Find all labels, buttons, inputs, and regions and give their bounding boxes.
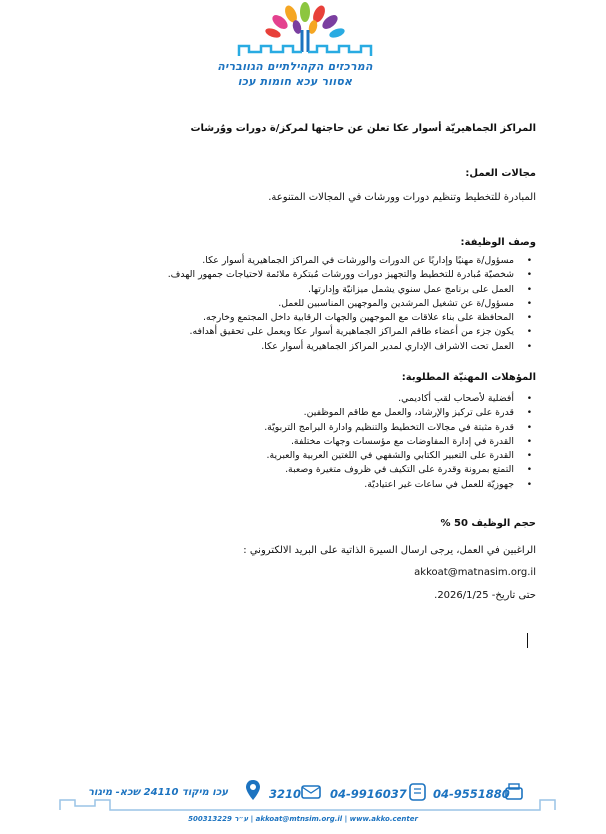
list-item: • مسؤول/ة عن تشغيل المرشدين والموجهين المناسبين للعمل. (66, 297, 536, 311)
description-list (66, 254, 536, 354)
fields-text: المبادرة للتخطيط وتنظيم دورات وورشات في المجالات المتنوعة. (268, 192, 536, 203)
community-center-logo-icon (235, 0, 375, 60)
list-item: • المحافظة على بناء علاقات مع الموجهين والجهات الرقابية داخل المجتمع وخارجه. (66, 311, 536, 325)
list-item: • التمتع بمرونة وقدرة على التكيف في ظروف متغيرة وصعبة. (66, 463, 536, 477)
header-logo (0, 0, 606, 110)
list-item: • يكون جزء من أعضاء طاقم المراكز الجماهيرية أسوار عكا ويعمل على تحقيق أهدافه. (66, 325, 536, 339)
document-title: المراكز الجماهيريّة أسوار عكا تعلن عن حاجتها لمركز/ة دورات ووُرشات (190, 123, 536, 134)
org-name-hebrew: המרכזים הקהילתיים הגוובריה (217, 60, 373, 73)
footer-wall-decoration (0, 770, 606, 834)
phone-icon (410, 784, 425, 800)
list-item: • القدرة في إدارة المفاوضات مع مؤسسات وجهات مختلفة. (66, 435, 536, 449)
list-item: • العمل على برنامج عمل سنوي يشمل ميزانيّة وإدارتها. (66, 283, 536, 297)
deadline-date: حتى تاريخ- 2026/1/25. (434, 590, 536, 601)
list-item: • قدرة على تركيز والإرشاد، والعمل مع طاقم الموظفين. (66, 406, 536, 420)
section-heading-description: وصف الوظيفة: (460, 237, 536, 248)
text-cursor (527, 633, 528, 648)
list-item: • جهوزيّة للعمل في ساعات غير اعتياديّة. (66, 478, 536, 492)
list-item: • العمل تحت الاشراف الإداري لمدير المراكز الجماهيرية أسوار عكا. (66, 340, 536, 354)
footer-phone-number: 04-9916037 (330, 787, 407, 801)
footer-fax-number: 04-9551880 (433, 787, 510, 801)
section-heading-qualifications: المؤهلات المهنيّة المطلوبة: (401, 372, 536, 383)
org-name-hebrew-subtitle: אסוור עכא חומות עכו (237, 75, 353, 88)
list-item: • قدرة مثبتة في مجالات التخطيط والتنظيم وادارة البرامج التربويّة. (66, 421, 536, 435)
mailbox-icon (302, 786, 320, 798)
footer-contact-line: ע״ר 500313229 | akkoat@mtnsim.org.il | www.akko.center (188, 815, 418, 823)
location-pin-icon (246, 780, 260, 800)
list-item: • مسؤول/ة مهنيًا وإداريًا عن الدورات والورشات في المراكز الجماهيرية أسوار عكا. (66, 254, 536, 268)
footer (0, 770, 606, 834)
apply-instructions: الراغبين في العمل، يرجى ارسال السيرة الذاتية على البريد الالكتروني : (243, 545, 536, 556)
contact-email-link[interactable]: akkoat@matnasim.org.il (414, 567, 536, 578)
footer-address: עכו מיקוד 24110 שכא- מיגור (88, 787, 229, 798)
job-size: حجم الوظيف 50 % (440, 518, 536, 529)
footer-pobox: 3210 (269, 787, 302, 801)
qualifications-list (66, 392, 536, 492)
section-heading-fields: مجالات العمل: (465, 168, 536, 179)
list-item: • أفضلية لأصحاب لقب أكاديمي. (66, 392, 536, 406)
list-item: • القدرة على التعبير الكتابي والشفهي في اللغتين العربية والعبرية. (66, 449, 536, 463)
list-item: • شخصيّة مُبادرة للتخطيط والتجهيز دورات وورشات مُبتكرة ملائمة لاحتياجات جمهور الهدف. (66, 268, 536, 282)
